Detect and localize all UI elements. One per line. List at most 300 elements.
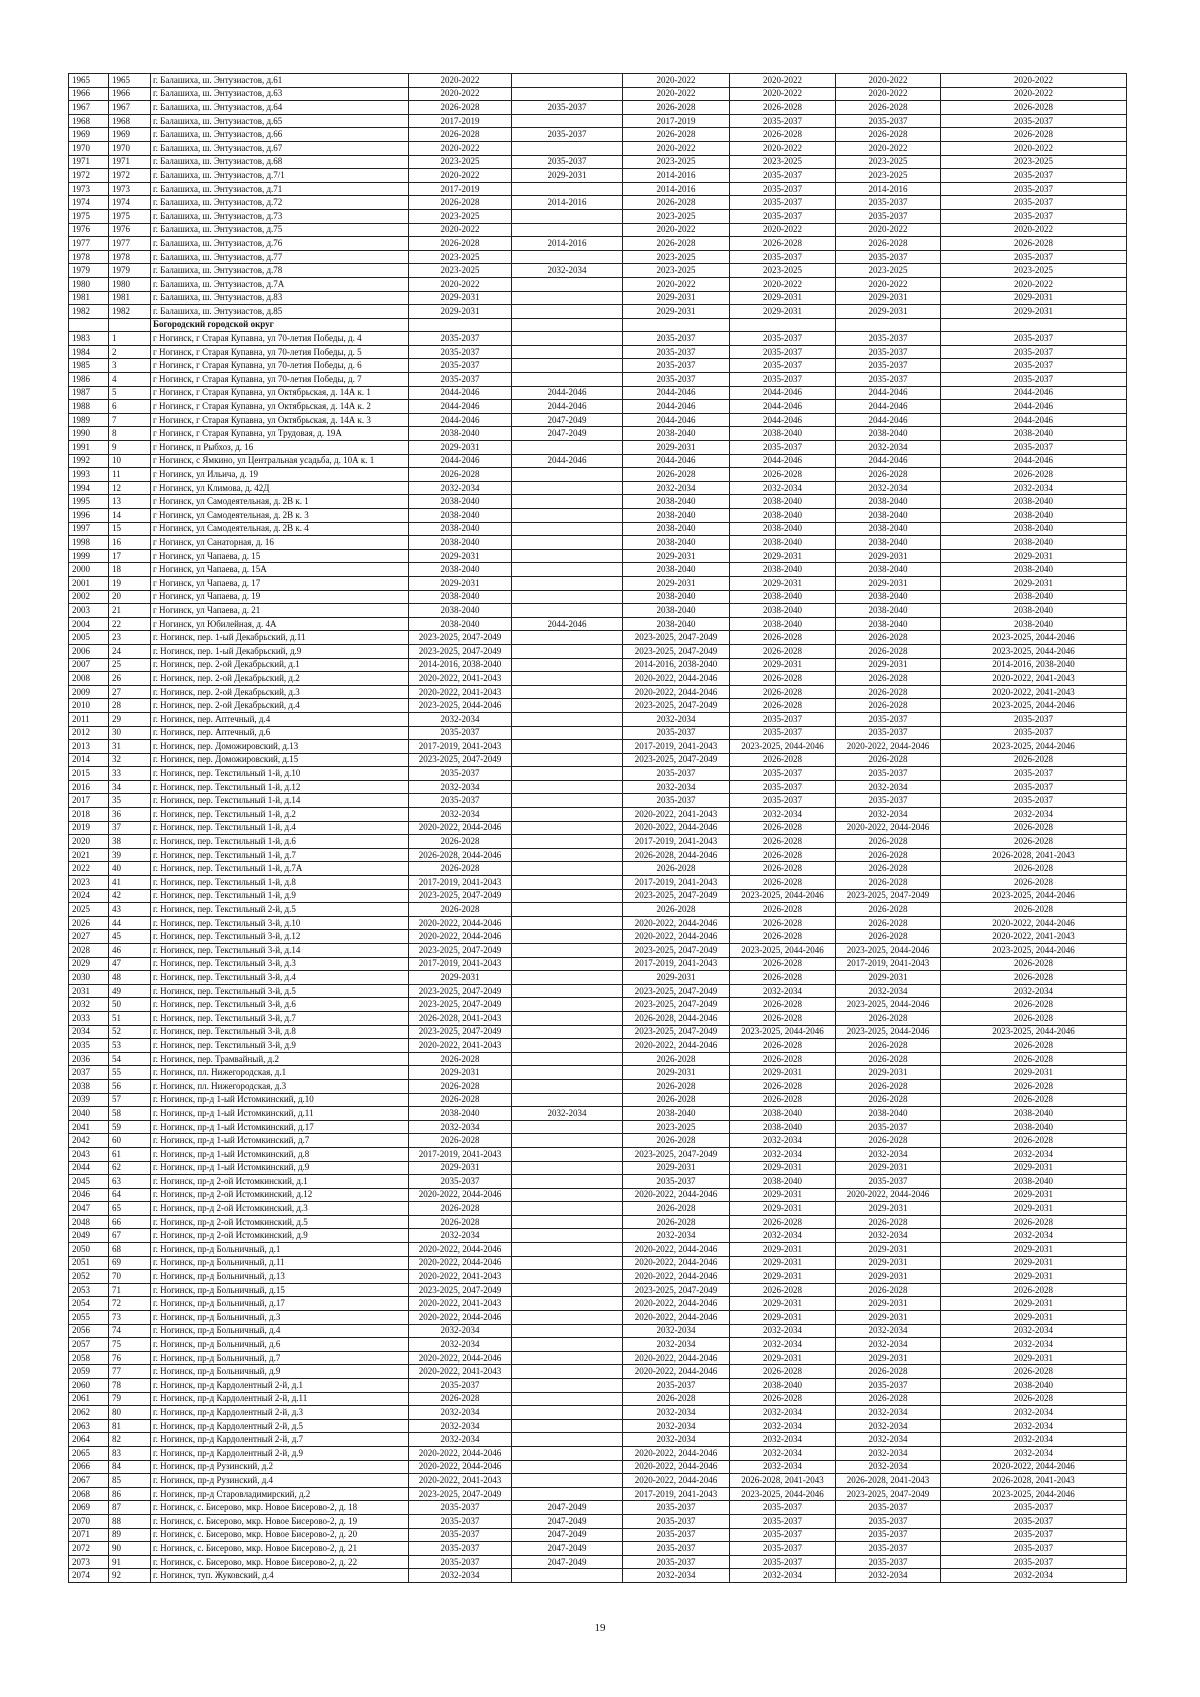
period-6-cell: 2038-2040 xyxy=(941,617,1127,631)
period-3-cell: 2023-2025 xyxy=(623,1120,730,1134)
period-6-cell: 2035-2037 xyxy=(941,169,1127,183)
table-row xyxy=(69,590,1127,604)
period-6-cell: 2035-2037 xyxy=(941,441,1127,455)
period-6-cell: 2035-2037 xyxy=(941,1501,1127,1515)
period-3-cell: 2020-2022, 2044-2046 xyxy=(623,685,730,699)
period-6-cell: 2038-2040 xyxy=(941,427,1127,441)
period-6-cell: 2023-2025, 2044-2046 xyxy=(941,644,1127,658)
table-row xyxy=(69,454,1127,468)
period-6-cell: 2032-2034 xyxy=(941,1229,1127,1243)
period-6-cell: 2023-2025, 2044-2046 xyxy=(941,1025,1127,1039)
period-5-cell: 2026-2028 xyxy=(836,848,941,862)
district-number-cell: 29 xyxy=(109,712,151,726)
period-3-cell: 2038-2040 xyxy=(623,604,730,618)
period-6-cell xyxy=(941,318,1127,332)
period-5-cell: 2032-2034 xyxy=(836,1460,941,1474)
period-3-cell: 2035-2037 xyxy=(623,1555,730,1569)
period-2-cell xyxy=(512,74,623,88)
period-1-cell: 2020-2022, 2044-2046 xyxy=(409,821,512,835)
period-1-cell: 2029-2031 xyxy=(409,1066,512,1080)
period-2-cell xyxy=(512,835,623,849)
table-row xyxy=(69,780,1127,794)
period-6-cell: 2035-2037 xyxy=(941,767,1127,781)
period-5-cell: 2044-2046 xyxy=(836,413,941,427)
period-5-cell: 2026-2028 xyxy=(836,237,941,251)
row-number-cell: 1993 xyxy=(69,468,109,482)
period-6-cell: 2026-2028 xyxy=(941,1052,1127,1066)
period-3-cell: 2023-2025, 2047-2049 xyxy=(623,1283,730,1297)
period-3-cell: 2020-2022, 2044-2046 xyxy=(623,916,730,930)
period-5-cell: 2035-2037 xyxy=(836,209,941,223)
district-number-cell: 36 xyxy=(109,808,151,822)
table-row xyxy=(69,196,1127,210)
period-4-cell: 2026-2028 xyxy=(730,998,836,1012)
period-3-cell: 2020-2022, 2044-2046 xyxy=(623,1270,730,1284)
period-5-cell: 2032-2034 xyxy=(836,1419,941,1433)
period-1-cell: 2020-2022, 2041-2043 xyxy=(409,1039,512,1053)
address-cell: г. Ногинск, пр-д Кардолентный 2-й, д.1 xyxy=(151,1379,409,1393)
district-number-cell: 40 xyxy=(109,862,151,876)
address-cell: г Ногинск, г Старая Купавна, ул Октябрьская, д. 14А к. 2 xyxy=(151,400,409,414)
address-cell: г. Балашиха, ш. Энтузиастов, д.72 xyxy=(151,196,409,210)
page-number: 19 xyxy=(594,1622,606,1634)
period-5-cell: 2020-2022 xyxy=(836,74,941,88)
period-3-cell: 2029-2031 xyxy=(623,1066,730,1080)
period-2-cell xyxy=(512,957,623,971)
address-cell: г. Ногинск, пр-д Больничный, д.7 xyxy=(151,1351,409,1365)
table-row xyxy=(69,1175,1127,1189)
address-cell: г. Ногинск, пр-д 2-ой Истомкинский, д.5 xyxy=(151,1215,409,1229)
period-1-cell: 2038-2040 xyxy=(409,617,512,631)
row-number-cell: 1977 xyxy=(69,237,109,251)
period-2-cell xyxy=(512,1161,623,1175)
district-number-cell: 37 xyxy=(109,821,151,835)
period-3-cell: 2026-2028 xyxy=(623,1134,730,1148)
period-6-cell: 2038-2040 xyxy=(941,1379,1127,1393)
address-cell: г. Ногинск, пер. Текстильный 3-й, д.12 xyxy=(151,930,409,944)
district-number-cell: 27 xyxy=(109,685,151,699)
table-row xyxy=(69,1406,1127,1420)
period-1-cell: 2017-2019 xyxy=(409,182,512,196)
address-cell: г. Ногинск, пер. 2-ой Декабрьский, д.1 xyxy=(151,658,409,672)
period-2-cell: 2029-2031 xyxy=(512,169,623,183)
table-row xyxy=(69,604,1127,618)
row-number-cell: 1967 xyxy=(69,101,109,115)
period-2-cell xyxy=(512,536,623,550)
period-5-cell: 2026-2028 xyxy=(836,101,941,115)
period-4-cell: 2035-2037 xyxy=(730,780,836,794)
table-row xyxy=(69,1311,1127,1325)
district-number-cell: 1974 xyxy=(109,196,151,210)
address-cell: г Ногинск, ул Чапаева, д. 21 xyxy=(151,604,409,618)
district-number-cell: 22 xyxy=(109,617,151,631)
row-number-cell: 1988 xyxy=(69,400,109,414)
period-1-cell: 2032-2034 xyxy=(409,1229,512,1243)
period-5-cell: 2026-2028 xyxy=(836,685,941,699)
period-5-cell: 2035-2037 xyxy=(836,114,941,128)
period-1-cell: 2023-2025, 2047-2049 xyxy=(409,1025,512,1039)
district-number-cell: 17 xyxy=(109,549,151,563)
district-number-cell: 89 xyxy=(109,1528,151,1542)
period-1-cell: 2017-2019, 2041-2043 xyxy=(409,740,512,754)
period-6-cell: 2029-2031 xyxy=(941,305,1127,319)
period-6-cell: 2035-2037 xyxy=(941,359,1127,373)
row-number-cell: 2056 xyxy=(69,1324,109,1338)
period-2-cell xyxy=(512,658,623,672)
address-cell: г. Ногинск, пер. 2-ой Декабрьский, д.2 xyxy=(151,672,409,686)
period-4-cell: 2038-2040 xyxy=(730,536,836,550)
period-6-cell: 2026-2028 xyxy=(941,835,1127,849)
period-1-cell: 2026-2028 xyxy=(409,835,512,849)
schedule-table xyxy=(68,73,1127,1583)
period-6-cell: 2020-2022 xyxy=(941,87,1127,101)
period-6-cell: 2029-2031 xyxy=(941,1066,1127,1080)
district-number-cell: 81 xyxy=(109,1419,151,1433)
row-number-cell: 2061 xyxy=(69,1392,109,1406)
district-number-cell: 91 xyxy=(109,1555,151,1569)
period-5-cell: 2038-2040 xyxy=(836,522,941,536)
period-3-cell: 2026-2028 xyxy=(623,101,730,115)
period-2-cell xyxy=(512,916,623,930)
period-1-cell: 2026-2028 xyxy=(409,1215,512,1229)
district-number-cell: 30 xyxy=(109,726,151,740)
period-4-cell: 2035-2037 xyxy=(730,182,836,196)
period-6-cell: 2026-2028 xyxy=(941,753,1127,767)
period-4-cell: 2038-2040 xyxy=(730,590,836,604)
period-4-cell: 2029-2031 xyxy=(730,1066,836,1080)
period-2-cell xyxy=(512,998,623,1012)
period-1-cell: 2020-2022 xyxy=(409,169,512,183)
period-6-cell: 2020-2022, 2041-2043 xyxy=(941,672,1127,686)
address-cell: г. Ногинск, пер. Текстильный 3-й, д.8 xyxy=(151,1025,409,1039)
row-number-cell: 2021 xyxy=(69,848,109,862)
period-6-cell: 2023-2025, 2044-2046 xyxy=(941,699,1127,713)
period-3-cell: 2026-2028, 2044-2046 xyxy=(623,848,730,862)
address-cell: г. Ногинск, пр-д 2-ой Истомкинский, д.9 xyxy=(151,1229,409,1243)
period-5-cell: 2023-2025, 2044-2046 xyxy=(836,944,941,958)
period-3-cell: 2023-2025, 2047-2049 xyxy=(623,889,730,903)
period-5-cell: 2035-2037 xyxy=(836,1501,941,1515)
period-3-cell: 2020-2022, 2044-2046 xyxy=(623,1365,730,1379)
district-number-cell: 51 xyxy=(109,1011,151,1025)
table-row xyxy=(69,264,1127,278)
row-number-cell: 1969 xyxy=(69,128,109,142)
period-2-cell xyxy=(512,971,623,985)
period-6-cell: 2026-2028 xyxy=(941,876,1127,890)
table-row xyxy=(69,1324,1127,1338)
row-number-cell: 2038 xyxy=(69,1079,109,1093)
period-4-cell: 2023-2025, 2044-2046 xyxy=(730,889,836,903)
period-4-cell: 2035-2037 xyxy=(730,712,836,726)
table-row xyxy=(69,821,1127,835)
period-6-cell: 2023-2025, 2044-2046 xyxy=(941,1487,1127,1501)
period-1-cell: 2020-2022 xyxy=(409,87,512,101)
address-cell: г. Ногинск, пер. Аптечный, д.6 xyxy=(151,726,409,740)
period-6-cell: 2038-2040 xyxy=(941,495,1127,509)
district-number-cell: 1 xyxy=(109,332,151,346)
district-number-cell: 64 xyxy=(109,1188,151,1202)
period-4-cell: 2026-2028 xyxy=(730,753,836,767)
period-1-cell: 2038-2040 xyxy=(409,495,512,509)
period-6-cell: 2038-2040 xyxy=(941,509,1127,523)
period-1-cell: 2020-2022, 2044-2046 xyxy=(409,1188,512,1202)
table-row xyxy=(69,1542,1127,1556)
period-3-cell: 2029-2031 xyxy=(623,549,730,563)
row-number-cell: 1992 xyxy=(69,454,109,468)
period-6-cell: 2026-2028 xyxy=(941,1134,1127,1148)
period-1-cell: 2026-2028 xyxy=(409,128,512,142)
period-2-cell xyxy=(512,1406,623,1420)
table-row xyxy=(69,699,1127,713)
period-2-cell xyxy=(512,1365,623,1379)
period-2-cell: 2044-2046 xyxy=(512,386,623,400)
table-row xyxy=(69,291,1127,305)
row-number-cell: 2009 xyxy=(69,685,109,699)
period-4-cell: 2035-2037 xyxy=(730,794,836,808)
period-1-cell: 2020-2022, 2044-2046 xyxy=(409,1460,512,1474)
row-number-cell: 1986 xyxy=(69,373,109,387)
period-1-cell: 2026-2028 xyxy=(409,196,512,210)
district-number-cell: 56 xyxy=(109,1079,151,1093)
period-1-cell: 2023-2025 xyxy=(409,264,512,278)
period-4-cell: 2026-2028 xyxy=(730,862,836,876)
period-3-cell: 2029-2031 xyxy=(623,441,730,455)
period-4-cell: 2026-2028 xyxy=(730,1392,836,1406)
district-number-cell: 88 xyxy=(109,1514,151,1528)
period-5-cell: 2035-2037 xyxy=(836,250,941,264)
period-1-cell: 2023-2025, 2047-2049 xyxy=(409,644,512,658)
period-1-cell: 2017-2019 xyxy=(409,114,512,128)
district-number-cell: 3 xyxy=(109,359,151,373)
period-2-cell xyxy=(512,1460,623,1474)
period-4-cell: 2029-2031 xyxy=(730,1297,836,1311)
period-5-cell: 2035-2037 xyxy=(836,1175,941,1189)
row-number-cell: 2052 xyxy=(69,1270,109,1284)
period-4-cell: 2044-2046 xyxy=(730,413,836,427)
period-1-cell: 2035-2037 xyxy=(409,1501,512,1515)
district-number-cell: 83 xyxy=(109,1446,151,1460)
period-4-cell: 2035-2037 xyxy=(730,169,836,183)
period-6-cell: 2044-2046 xyxy=(941,413,1127,427)
period-5-cell: 2038-2040 xyxy=(836,617,941,631)
period-5-cell: 2035-2037 xyxy=(836,359,941,373)
table-row xyxy=(69,835,1127,849)
period-5-cell: 2026-2028 xyxy=(836,916,941,930)
period-2-cell xyxy=(512,1093,623,1107)
period-6-cell: 2032-2034 xyxy=(941,1324,1127,1338)
period-5-cell: 2029-2031 xyxy=(836,1161,941,1175)
period-1-cell: 2020-2022, 2044-2046 xyxy=(409,1446,512,1460)
row-number-cell: 2000 xyxy=(69,563,109,577)
period-1-cell: 2023-2025 xyxy=(409,209,512,223)
address-cell: г. Ногинск, пер. Текстильный 1-й, д.8 xyxy=(151,876,409,890)
row-number-cell: 1990 xyxy=(69,427,109,441)
period-1-cell: 2020-2022, 2044-2046 xyxy=(409,916,512,930)
period-2-cell xyxy=(512,1243,623,1257)
period-3-cell: 2038-2040 xyxy=(623,522,730,536)
period-6-cell: 2035-2037 xyxy=(941,1514,1127,1528)
period-4-cell: 2035-2037 xyxy=(730,209,836,223)
district-number-cell: 50 xyxy=(109,998,151,1012)
period-5-cell: 2023-2025, 2047-2049 xyxy=(836,889,941,903)
address-cell: г. Балашиха, ш. Энтузиастов, д.78 xyxy=(151,264,409,278)
period-3-cell: 2026-2028 xyxy=(623,237,730,251)
period-6-cell: 2026-2028 xyxy=(941,903,1127,917)
period-5-cell: 2035-2037 xyxy=(836,1542,941,1556)
period-4-cell: 2035-2037 xyxy=(730,1501,836,1515)
address-cell: г. Ногинск, пер. Текстильный 3-й, д.3 xyxy=(151,957,409,971)
address-cell: г. Ногинск, пер. Текстильный 1-й, д.7А xyxy=(151,862,409,876)
period-4-cell: 2023-2025, 2044-2046 xyxy=(730,740,836,754)
period-2-cell xyxy=(512,1283,623,1297)
period-6-cell: 2032-2034 xyxy=(941,1433,1127,1447)
address-cell: г Ногинск, п Рыбхоз, д. 16 xyxy=(151,441,409,455)
row-number-cell: 2071 xyxy=(69,1528,109,1542)
row-number-cell: 1999 xyxy=(69,549,109,563)
district-number-cell: 10 xyxy=(109,454,151,468)
row-number-cell: 2013 xyxy=(69,740,109,754)
period-3-cell: 2038-2040 xyxy=(623,1107,730,1121)
period-4-cell: 2035-2037 xyxy=(730,359,836,373)
district-number-cell: 33 xyxy=(109,767,151,781)
period-4-cell: 2026-2028 xyxy=(730,631,836,645)
district-number-cell: 1977 xyxy=(109,237,151,251)
period-2-cell: 2035-2037 xyxy=(512,128,623,142)
district-number-cell: 13 xyxy=(109,495,151,509)
address-cell: г. Ногинск, пр-д Больничный, д.11 xyxy=(151,1256,409,1270)
period-6-cell: 2020-2022, 2044-2046 xyxy=(941,1460,1127,1474)
period-6-cell: 2026-2028 xyxy=(941,1283,1127,1297)
address-cell: г. Ногинск, пр-д 1-ый Истомкинский, д.17 xyxy=(151,1120,409,1134)
period-3-cell: 2032-2034 xyxy=(623,1433,730,1447)
row-number-cell: 2044 xyxy=(69,1161,109,1175)
district-number-cell: 1972 xyxy=(109,169,151,183)
period-4-cell: 2032-2034 xyxy=(730,1324,836,1338)
address-cell: г. Ногинск, пер. 2-ой Декабрьский, д.3 xyxy=(151,685,409,699)
period-5-cell: 2035-2037 xyxy=(836,1120,941,1134)
period-6-cell: 2020-2022, 2044-2046 xyxy=(941,916,1127,930)
address-cell: г Ногинск, ул Чапаева, д. 15 xyxy=(151,549,409,563)
district-number-cell: 70 xyxy=(109,1270,151,1284)
row-number-cell: 2002 xyxy=(69,590,109,604)
period-4-cell: 2026-2028 xyxy=(730,468,836,482)
period-4-cell: 2026-2028 xyxy=(730,1011,836,1025)
address-cell: г Ногинск, г Старая Купавна, ул Октябрьская, д. 14А к. 1 xyxy=(151,386,409,400)
period-5-cell: 2026-2028 xyxy=(836,903,941,917)
period-4-cell: 2026-2028 xyxy=(730,821,836,835)
period-6-cell: 2029-2031 xyxy=(941,576,1127,590)
period-5-cell: 2020-2022 xyxy=(836,223,941,237)
address-cell: г. Ногинск, с. Бисерово, мкр. Новое Бисерово-2, д. 21 xyxy=(151,1542,409,1556)
period-6-cell: 2035-2037 xyxy=(941,114,1127,128)
row-number-cell: 2060 xyxy=(69,1379,109,1393)
address-cell: г. Ногинск, пр-д 1-ый Истомкинский, д.11 xyxy=(151,1107,409,1121)
period-5-cell: 2020-2022, 2044-2046 xyxy=(836,1188,941,1202)
district-number-cell: 92 xyxy=(109,1569,151,1583)
table-row xyxy=(69,1379,1127,1393)
period-6-cell: 2029-2031 xyxy=(941,1243,1127,1257)
address-cell: г. Балашиха, ш. Энтузиастов, д.68 xyxy=(151,155,409,169)
period-2-cell xyxy=(512,250,623,264)
row-number-cell: 2046 xyxy=(69,1188,109,1202)
period-4-cell: 2032-2034 xyxy=(730,1229,836,1243)
period-1-cell: 2032-2034 xyxy=(409,1338,512,1352)
period-4-cell: 2026-2028 xyxy=(730,957,836,971)
district-number-cell: 1968 xyxy=(109,114,151,128)
period-6-cell: 2035-2037 xyxy=(941,780,1127,794)
address-cell: г Ногинск, ул Климова, д. 42Д xyxy=(151,481,409,495)
period-3-cell: 2032-2034 xyxy=(623,1419,730,1433)
period-1-cell: 2044-2046 xyxy=(409,454,512,468)
period-2-cell xyxy=(512,1487,623,1501)
table-row xyxy=(69,1569,1127,1583)
period-2-cell xyxy=(512,726,623,740)
row-number-cell: 1965 xyxy=(69,74,109,88)
period-4-cell: 2032-2034 xyxy=(730,1419,836,1433)
period-6-cell: 2026-2028 xyxy=(941,1365,1127,1379)
period-1-cell: 2035-2037 xyxy=(409,794,512,808)
address-cell: г. Ногинск, пер. Текстильный 3-й, д.9 xyxy=(151,1039,409,1053)
table-row xyxy=(69,903,1127,917)
address-cell: г Ногинск, г Старая Купавна, ул Трудовая, д. 19А xyxy=(151,427,409,441)
period-4-cell: 2035-2037 xyxy=(730,441,836,455)
address-cell: г. Ногинск, пр-д Больничный, д.9 xyxy=(151,1365,409,1379)
address-cell: г. Ногинск, пр-д Больничный, д.3 xyxy=(151,1311,409,1325)
period-3-cell: 2029-2031 xyxy=(623,576,730,590)
period-2-cell xyxy=(512,1079,623,1093)
table-row xyxy=(69,794,1127,808)
period-4-cell: 2026-2028 xyxy=(730,1365,836,1379)
district-number-cell: 58 xyxy=(109,1107,151,1121)
period-1-cell: 2023-2025, 2044-2046 xyxy=(409,699,512,713)
period-3-cell: 2035-2037 xyxy=(623,1379,730,1393)
period-5-cell: 2020-2022 xyxy=(836,141,941,155)
period-6-cell: 2032-2034 xyxy=(941,808,1127,822)
row-number-cell: 2001 xyxy=(69,576,109,590)
table-row xyxy=(69,169,1127,183)
period-5-cell: 2035-2037 xyxy=(836,345,941,359)
period-5-cell: 2035-2037 xyxy=(836,373,941,387)
table-row xyxy=(69,876,1127,890)
period-6-cell: 2038-2040 xyxy=(941,1120,1127,1134)
row-number-cell: 2016 xyxy=(69,780,109,794)
period-5-cell: 2020-2022, 2044-2046 xyxy=(836,740,941,754)
table-row xyxy=(69,495,1127,509)
period-1-cell: 2032-2034 xyxy=(409,1406,512,1420)
address-cell: г. Ногинск, пр-д 2-ой Истомкинский, д.3 xyxy=(151,1202,409,1216)
row-number-cell: 2050 xyxy=(69,1243,109,1257)
period-6-cell: 2038-2040 xyxy=(941,1107,1127,1121)
table-row xyxy=(69,1351,1127,1365)
period-3-cell: 2020-2022 xyxy=(623,87,730,101)
period-4-cell: 2026-2028 xyxy=(730,699,836,713)
address-cell: г. Ногинск, пер. Текстильный 1-й, д.12 xyxy=(151,780,409,794)
district-number-cell: 41 xyxy=(109,876,151,890)
period-2-cell xyxy=(512,1569,623,1583)
period-2-cell xyxy=(512,889,623,903)
period-6-cell: 2026-2028 xyxy=(941,1039,1127,1053)
period-4-cell: 2038-2040 xyxy=(730,563,836,577)
district-number-cell: 78 xyxy=(109,1379,151,1393)
address-cell: г. Ногинск, пер. 1-ый Декабрьский, д.11 xyxy=(151,631,409,645)
period-1-cell: 2032-2034 xyxy=(409,1433,512,1447)
period-1-cell: 2017-2019, 2041-2043 xyxy=(409,1147,512,1161)
table-row xyxy=(69,481,1127,495)
period-6-cell: 2044-2046 xyxy=(941,400,1127,414)
period-2-cell xyxy=(512,753,623,767)
period-4-cell: 2038-2040 xyxy=(730,1379,836,1393)
period-4-cell: 2029-2031 xyxy=(730,549,836,563)
